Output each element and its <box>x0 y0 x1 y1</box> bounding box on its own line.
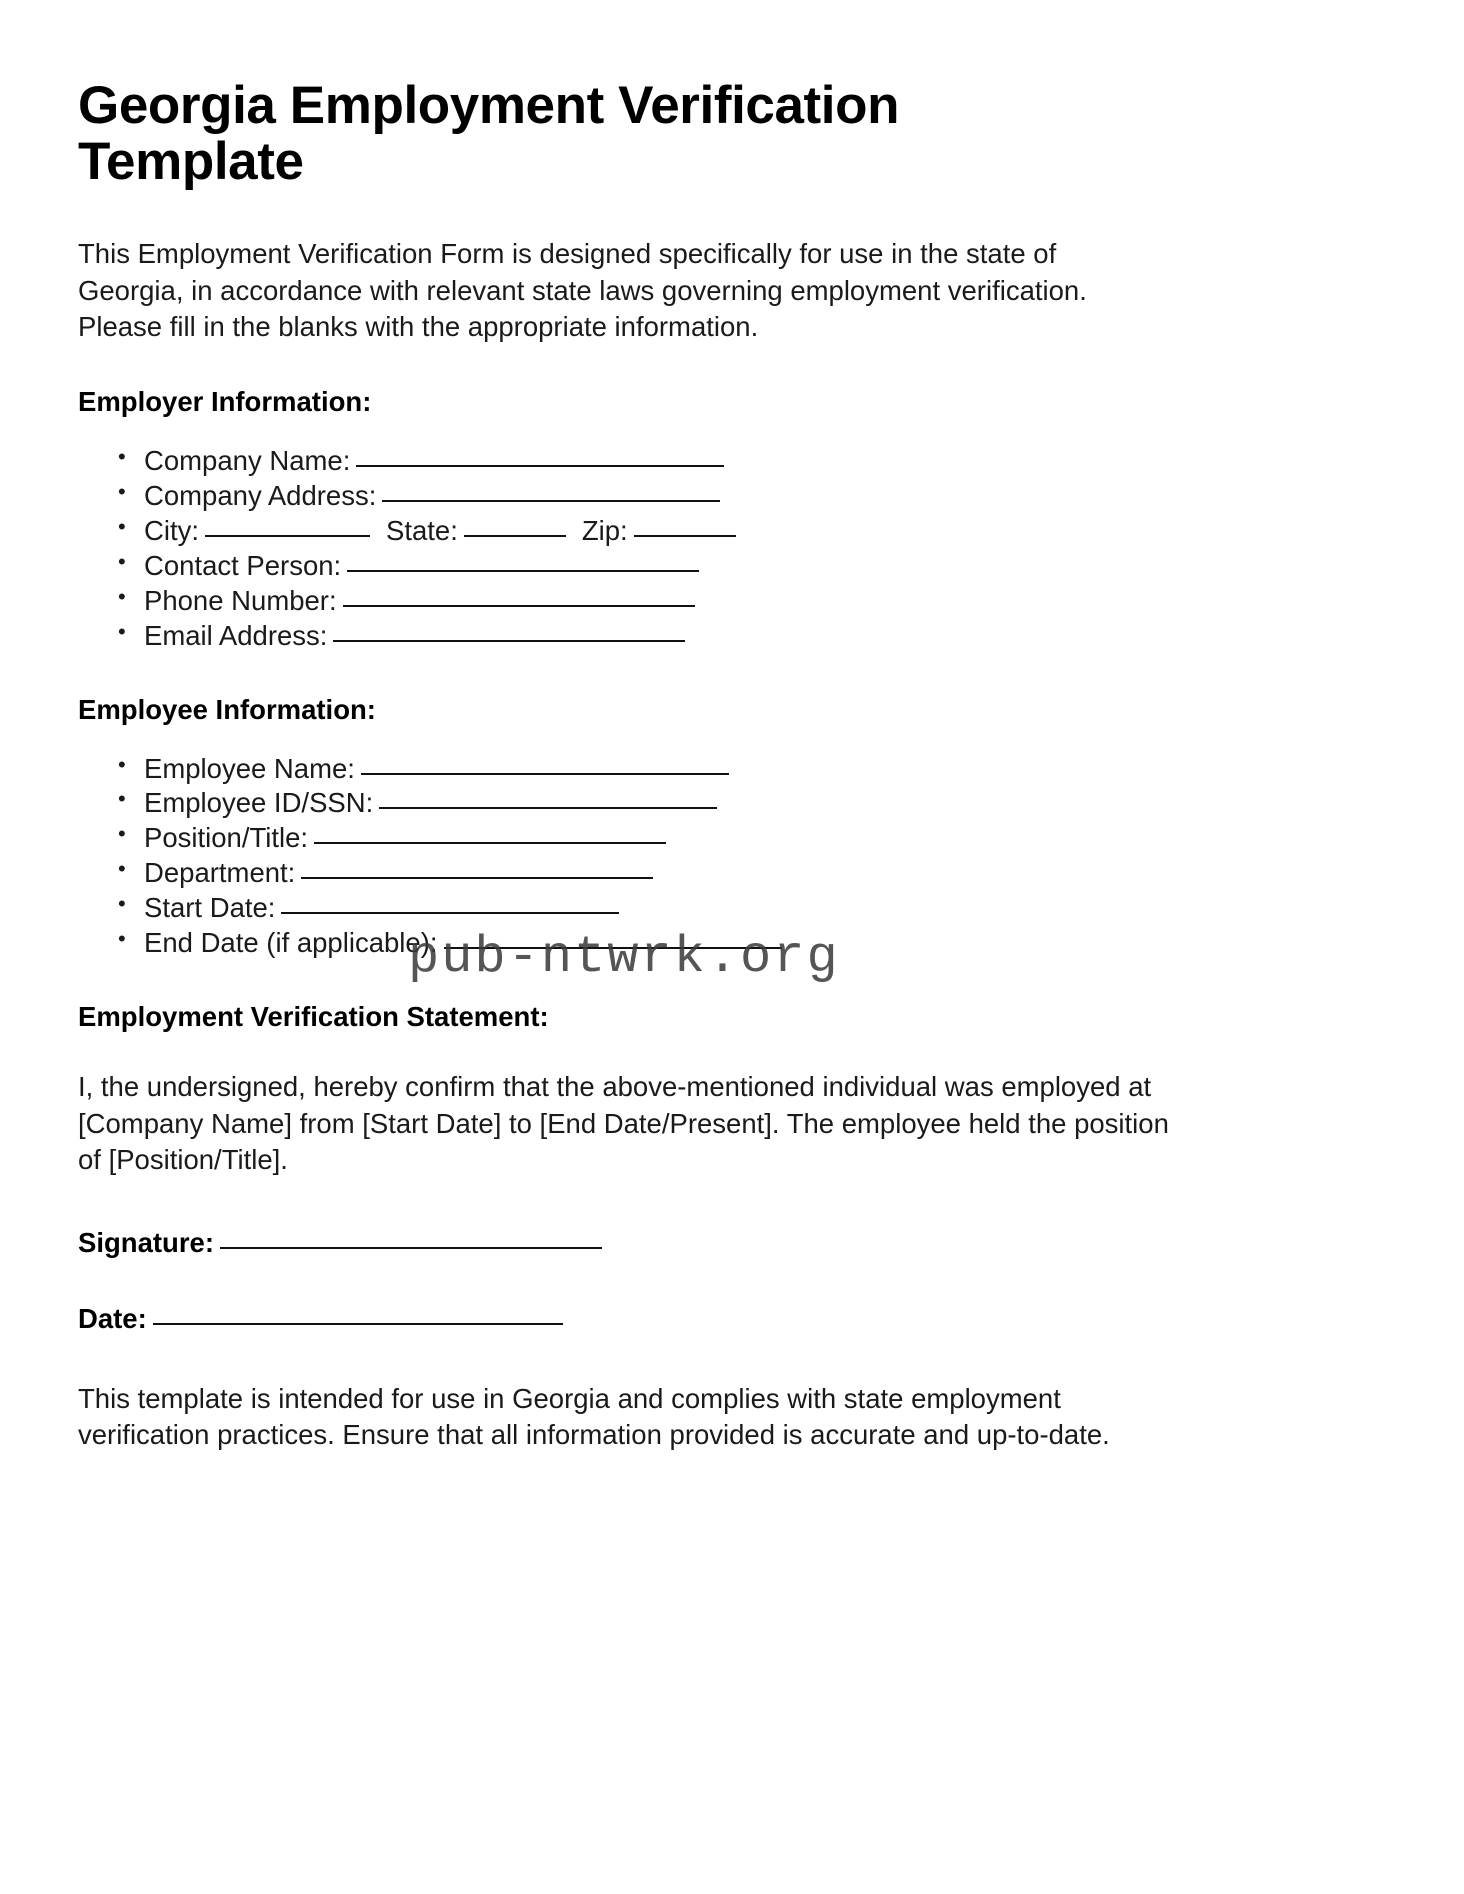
field-label: Contact Person: <box>144 549 342 581</box>
field-position-title <box>118 821 1364 856</box>
field-company-name <box>118 444 1364 479</box>
verification-statement-body: I, the undersigned, hereby confirm that the above-mentioned individual was employed at [Company Name] from [Start Date] to [End Date/Present]. The employee held the position of [Position/Title]. <box>78 1071 1169 1176</box>
field-label: Position/Title: <box>144 822 309 854</box>
field-label: Employee Name: <box>144 752 355 784</box>
intro-paragraph: This Employment Verification Form is designed specifically for use in the state of Georgia, in accordance with relevant state laws governing employment verification. Please fill in the blanks with the appropriate information. <box>78 238 1087 343</box>
field-label: Start Date: <box>144 892 276 924</box>
field-start-date <box>118 891 1364 926</box>
verification-statement-heading: Employment Verification Statement: <box>78 1001 549 1033</box>
field-label: End Date (if applicable): <box>144 927 438 959</box>
closing-paragraph: This template is intended for use in Georgia and complies with state employment verification practices. Ensure that all information provided is accurate and up-to-date. <box>78 1382 1110 1451</box>
field-label: Company Address: <box>144 479 377 511</box>
field-employee-name <box>118 752 1364 787</box>
signature-row <box>78 1227 1364 1259</box>
page-title: Georgia Employment Verification Template <box>78 76 900 192</box>
signature-label: Signature: <box>78 1226 214 1258</box>
field-label: Phone Number: <box>144 584 337 616</box>
field-contact-person <box>118 549 1364 584</box>
start-date-blank[interactable] <box>281 912 619 914</box>
employee-id-ssn-blank[interactable] <box>379 807 717 809</box>
position-title-blank[interactable] <box>314 842 666 844</box>
signature-blank[interactable] <box>220 1247 602 1249</box>
email-address-blank[interactable] <box>333 640 685 642</box>
contact-person-blank[interactable] <box>347 570 699 572</box>
field-employee-id-ssn <box>118 786 1364 821</box>
field-company-address <box>118 479 1364 514</box>
company-address-blank[interactable] <box>382 500 720 502</box>
date-blank[interactable] <box>153 1323 563 1325</box>
zip-blank[interactable] <box>634 535 736 537</box>
city-blank[interactable] <box>205 535 370 537</box>
field-phone-number <box>118 584 1364 619</box>
employer-field-list <box>78 444 1364 654</box>
field-label: Employee ID/SSN: <box>144 787 374 819</box>
date-row <box>78 1303 1364 1335</box>
employee-information-heading: Employee Information: <box>78 693 376 725</box>
department-blank[interactable] <box>301 877 653 879</box>
state-label: State: <box>386 514 458 546</box>
field-city-state-zip <box>118 514 1364 549</box>
field-label: Department: <box>144 857 296 889</box>
field-end-date <box>118 926 1364 961</box>
watermark-text: pub-ntwrk.org <box>408 928 840 987</box>
date-label: Date: <box>78 1302 147 1334</box>
field-department <box>118 856 1364 891</box>
field-label: Email Address: <box>144 619 328 651</box>
company-name-blank[interactable] <box>356 465 724 467</box>
field-email-address <box>118 619 1364 654</box>
zip-label: Zip: <box>581 514 628 546</box>
field-label: Company Name: <box>144 445 351 477</box>
employee-name-blank[interactable] <box>361 773 729 775</box>
phone-number-blank[interactable] <box>343 605 695 607</box>
end-date-blank[interactable] <box>444 947 782 949</box>
state-blank[interactable] <box>464 535 566 537</box>
field-label: City: <box>144 514 199 546</box>
employer-information-heading: Employer Information: <box>78 386 372 418</box>
employee-field-list <box>78 752 1364 962</box>
